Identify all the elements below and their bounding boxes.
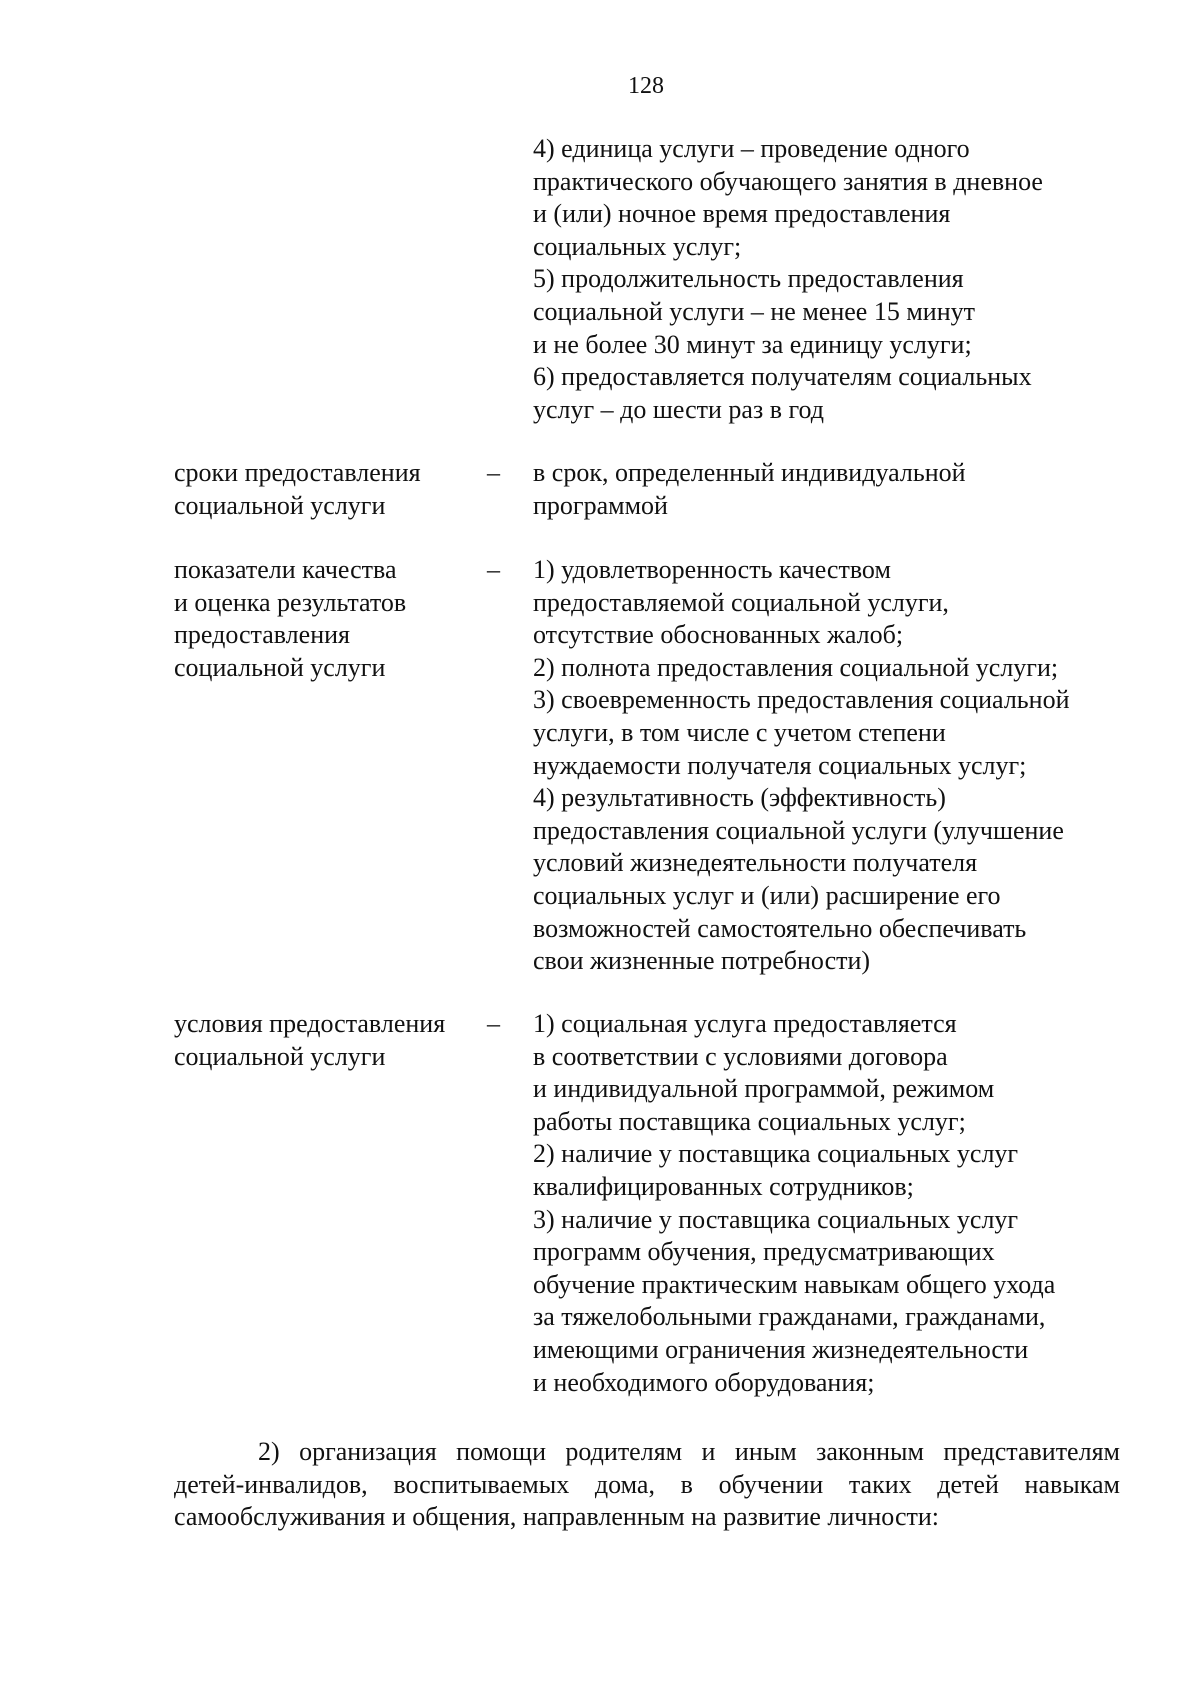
block-term	[174, 1008, 484, 1073]
paragraph-line: самообслуживания и общения, направленным на развитие личности:	[174, 1502, 939, 1532]
term-line: социальной услуги	[174, 490, 386, 520]
description-line: и не более 30 минут за единицу услуги;	[533, 329, 972, 359]
description-line: 4) единица услуги – проведение одного	[533, 134, 970, 163]
description-line: 1) удовлетворенность качеством	[533, 555, 891, 584]
description-line: 2) полнота предоставления социальной услуги;	[533, 652, 1059, 682]
description-line: квалифицированных сотрудников;	[533, 1171, 914, 1201]
term-dash: –	[487, 458, 500, 487]
page-number: 128	[628, 73, 664, 99]
block-description	[533, 457, 1133, 522]
description-line: отсутствие обоснованных жалоб;	[533, 620, 904, 650]
description-line: условий жизнедеятельности получателя	[533, 848, 978, 878]
block-description	[533, 133, 1133, 426]
term-line: и оценка результатов	[174, 587, 407, 617]
term-line: условия предоставления	[174, 1009, 446, 1038]
description-line: и индивидуальной программой, режимом	[533, 1074, 995, 1104]
description-line: в соответствии с условиями договора	[533, 1041, 948, 1071]
description-line: социальных услуг и (или) расширение его	[533, 880, 1001, 910]
description-line: услуги, в том числе с учетом степени	[533, 717, 946, 747]
paragraph-line: 2) организация помощи родителям и иным законным представителям	[258, 1437, 1120, 1466]
term-line: сроки предоставления	[174, 458, 421, 487]
description-line: свои жизненные потребности)	[533, 946, 871, 976]
description-line: программ обучения, предусматривающих	[533, 1237, 995, 1267]
description-line: 3) своевременность предоставления социальной	[533, 685, 1070, 715]
description-line: в срок, определенный индивидуальной	[533, 458, 966, 487]
description-line: имеющими ограничения жизнедеятельности	[533, 1334, 1029, 1364]
description-line: и необходимого оборудования;	[533, 1367, 875, 1397]
description-line: обучение практическим навыкам общего ухода	[533, 1269, 1056, 1299]
block-term	[174, 457, 484, 522]
description-line: программой	[533, 490, 668, 520]
description-line: 5) продолжительность предоставления	[533, 264, 964, 294]
block-description	[533, 1008, 1133, 1399]
description-line: 3) наличие у поставщика социальных услуг	[533, 1204, 1019, 1234]
description-line: возможностей самостоятельно обеспечивать	[533, 913, 1027, 943]
description-line: 2) наличие у поставщика социальных услуг	[533, 1139, 1019, 1169]
block-term	[174, 554, 484, 684]
term-line: социальной услуги	[174, 652, 386, 682]
term-dash: –	[487, 1009, 500, 1038]
term-line: показатели качества	[174, 555, 397, 584]
block-description	[533, 554, 1133, 978]
description-line: нуждаемости получателя социальных услуг;	[533, 750, 1027, 780]
description-line: услуг – до шести раз в год	[533, 394, 825, 424]
description-line: и (или) ночное время предоставления	[533, 199, 951, 229]
term-line: социальной услуги	[174, 1041, 386, 1071]
body-paragraph	[174, 1436, 1120, 1534]
description-line: практического обучающего занятия в дневное	[533, 166, 1043, 196]
description-line: за тяжелобольными гражданами, гражданами,	[533, 1302, 1046, 1332]
description-line: 6) предоставляется получателям социальных	[533, 362, 1032, 392]
description-line: 4) результативность (эффективность)	[533, 783, 946, 813]
term-dash: –	[487, 555, 500, 584]
description-line: предоставления социальной услуги (улучшение	[533, 815, 1064, 845]
description-line: социальной услуги – не менее 15 минут	[533, 296, 975, 326]
description-line: социальных услуг;	[533, 231, 742, 261]
paragraph-line: детей-инвалидов, воспитываемых дома, в обучении таких детей навыкам	[174, 1469, 1120, 1499]
description-line: 1) социальная услуга предоставляется	[533, 1009, 957, 1038]
description-line: предоставляемой социальной услуги,	[533, 587, 949, 617]
term-line: предоставления	[174, 620, 350, 650]
description-line: работы поставщика социальных услуг;	[533, 1106, 966, 1136]
